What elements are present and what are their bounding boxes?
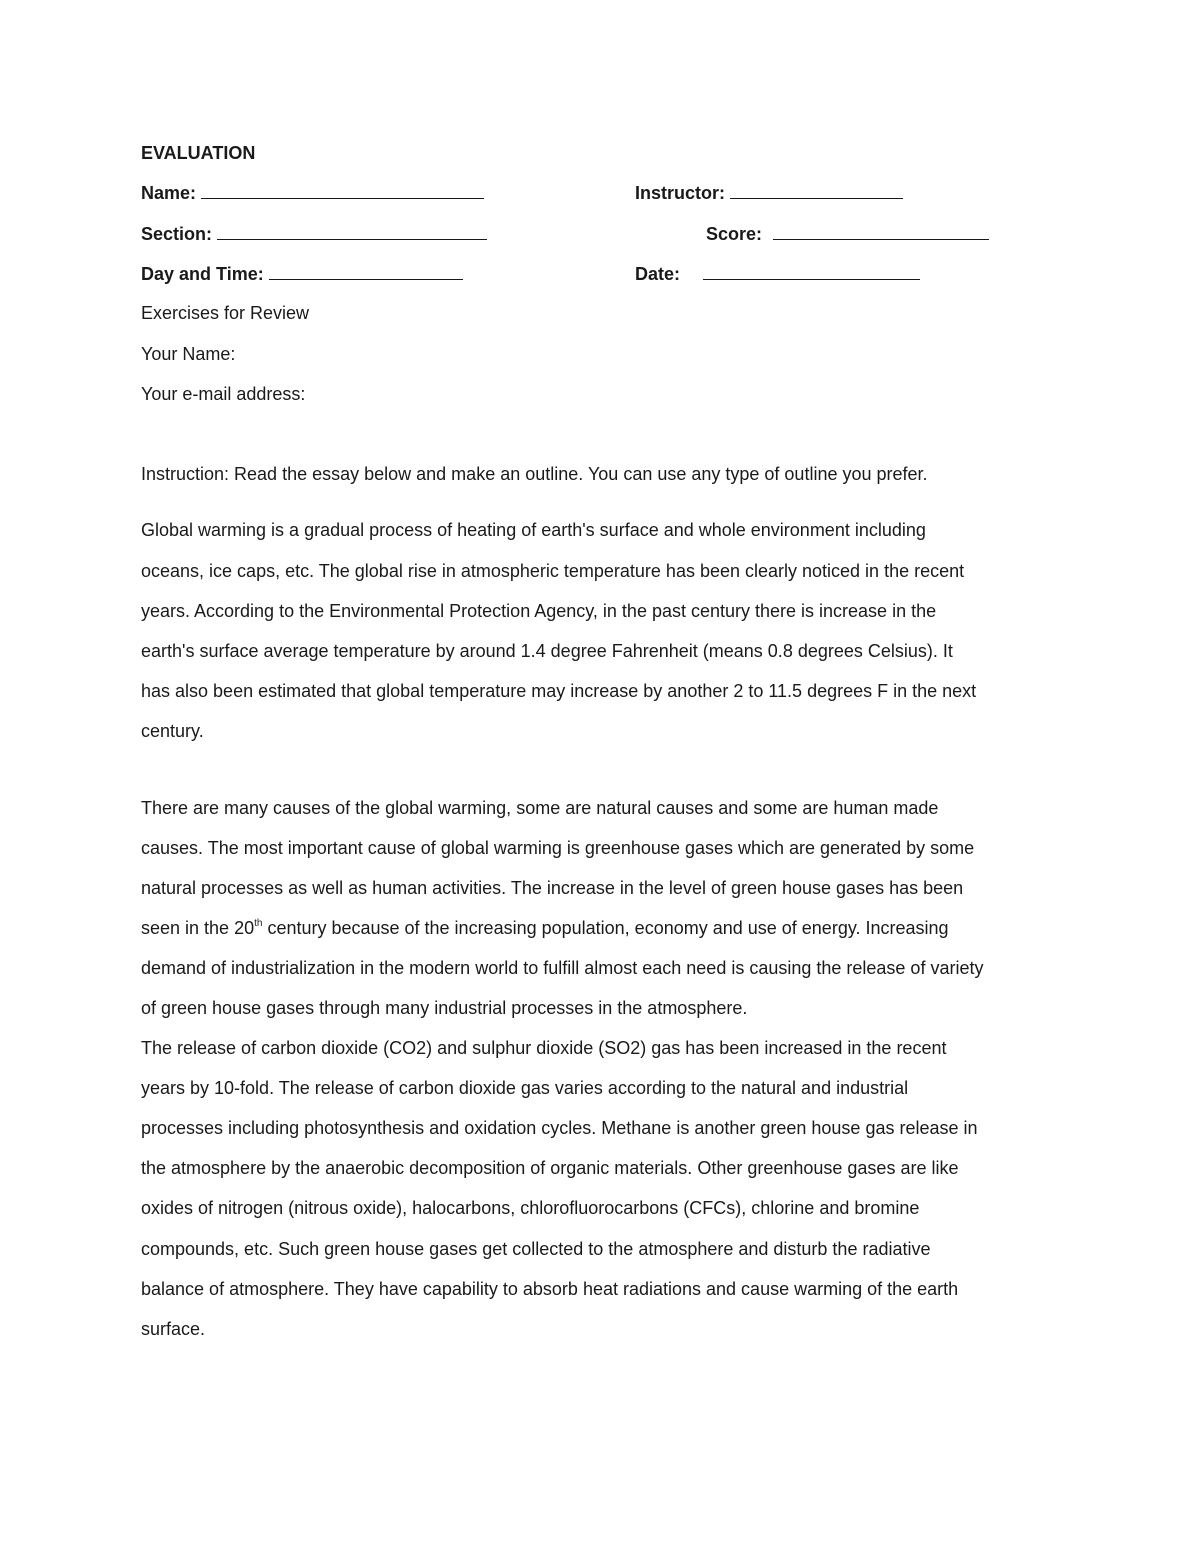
section-blank [217, 223, 487, 240]
paragraph1-line: century. [141, 721, 204, 741]
score-blank [773, 223, 989, 240]
your-email-label: Your e-mail address: [141, 384, 306, 404]
section-field [141, 223, 487, 245]
name-label: Name: [141, 183, 197, 203]
date-label: Date: [635, 264, 681, 284]
paragraph2-line4-end: century because of the increasing population, economy and use of energy. Increasing [262, 918, 949, 938]
paragraph3-line: balance of atmosphere. They have capability to absorb heat radiations and cause warming of the earth [141, 1279, 959, 1299]
name-blank [201, 182, 484, 199]
paragraph3-line: the atmosphere by the anaerobic decomposition of organic materials. Other greenhouse gases are like [141, 1158, 959, 1178]
paragraph1-line: has also been estimated that global temperature may increase by another 2 to 11.5 degrees F in the next [141, 681, 977, 701]
paragraph2-line: of green house gases through many industrial processes in the atmosphere. [141, 998, 748, 1018]
instruction-text: Instruction: Read the essay below and make an outline. You can use any type of outline you prefer. [141, 464, 928, 484]
paragraph3-line: surface. [141, 1319, 206, 1339]
paragraph3-line: The release of carbon dioxide (CO2) and sulphur dioxide (SO2) gas has been increased in the recent [141, 1038, 947, 1058]
exercises-heading: Exercises for Review [141, 303, 310, 323]
paragraph1-line: oceans, ice caps, etc. The global rise in atmospheric temperature has been clearly noticed in the recent [141, 561, 965, 581]
superscript-th: th [254, 918, 263, 929]
paragraph2-line4-start: seen in the 20 [141, 918, 255, 938]
paragraph3-line: years by 10-fold. The release of carbon dioxide gas varies according to the natural and industrial [141, 1078, 909, 1098]
paragraph3-line: processes including photosynthesis and oxidation cycles. Methane is another green house gas release in [141, 1118, 978, 1138]
paragraph2-line: causes. The most important cause of global warming is greenhouse gases which are generated by some [141, 838, 975, 858]
day-time-field [141, 263, 463, 285]
date-field [635, 263, 920, 285]
paragraph2-line: There are many causes of the global warming, some are natural causes and some are human made [141, 798, 939, 818]
paragraph1-line: years. According to the Environmental Protection Agency, in the past century there is increase in the [141, 601, 937, 621]
paragraph2-line: demand of industrialization in the modern world to fulfill almost each need is causing the release of variety [141, 958, 984, 978]
instructor-field [635, 182, 903, 204]
paragraph1-line: earth's surface average temperature by around 1.4 degree Fahrenheit (means 0.8 degrees Celsius). It [141, 641, 953, 661]
paragraph3-line: oxides of nitrogen (nitrous oxide), halocarbons, chlorofluorocarbons (CFCs), chlorine and bromine [141, 1198, 920, 1218]
section-label: Section: [141, 224, 213, 244]
score-label: Score: [706, 224, 763, 244]
your-name-label: Your Name: [141, 344, 236, 364]
paragraph1-line: Global warming is a gradual process of heating of earth's surface and whole environment including [141, 520, 926, 540]
paragraph2-line [141, 917, 949, 939]
date-blank [703, 263, 920, 280]
page-title: EVALUATION [141, 143, 256, 163]
instructor-label: Instructor: [635, 183, 725, 203]
name-field [141, 182, 484, 204]
paragraph3-line: compounds, etc. Such green house gases get collected to the atmosphere and disturb the radiative [141, 1239, 931, 1259]
day-time-blank [269, 263, 463, 280]
day-time-label: Day and Time: [141, 264, 264, 284]
score-field [706, 223, 989, 245]
instructor-blank [730, 182, 903, 199]
paragraph2-line: natural processes as well as human activities. The increase in the level of green house gases has been [141, 878, 964, 898]
